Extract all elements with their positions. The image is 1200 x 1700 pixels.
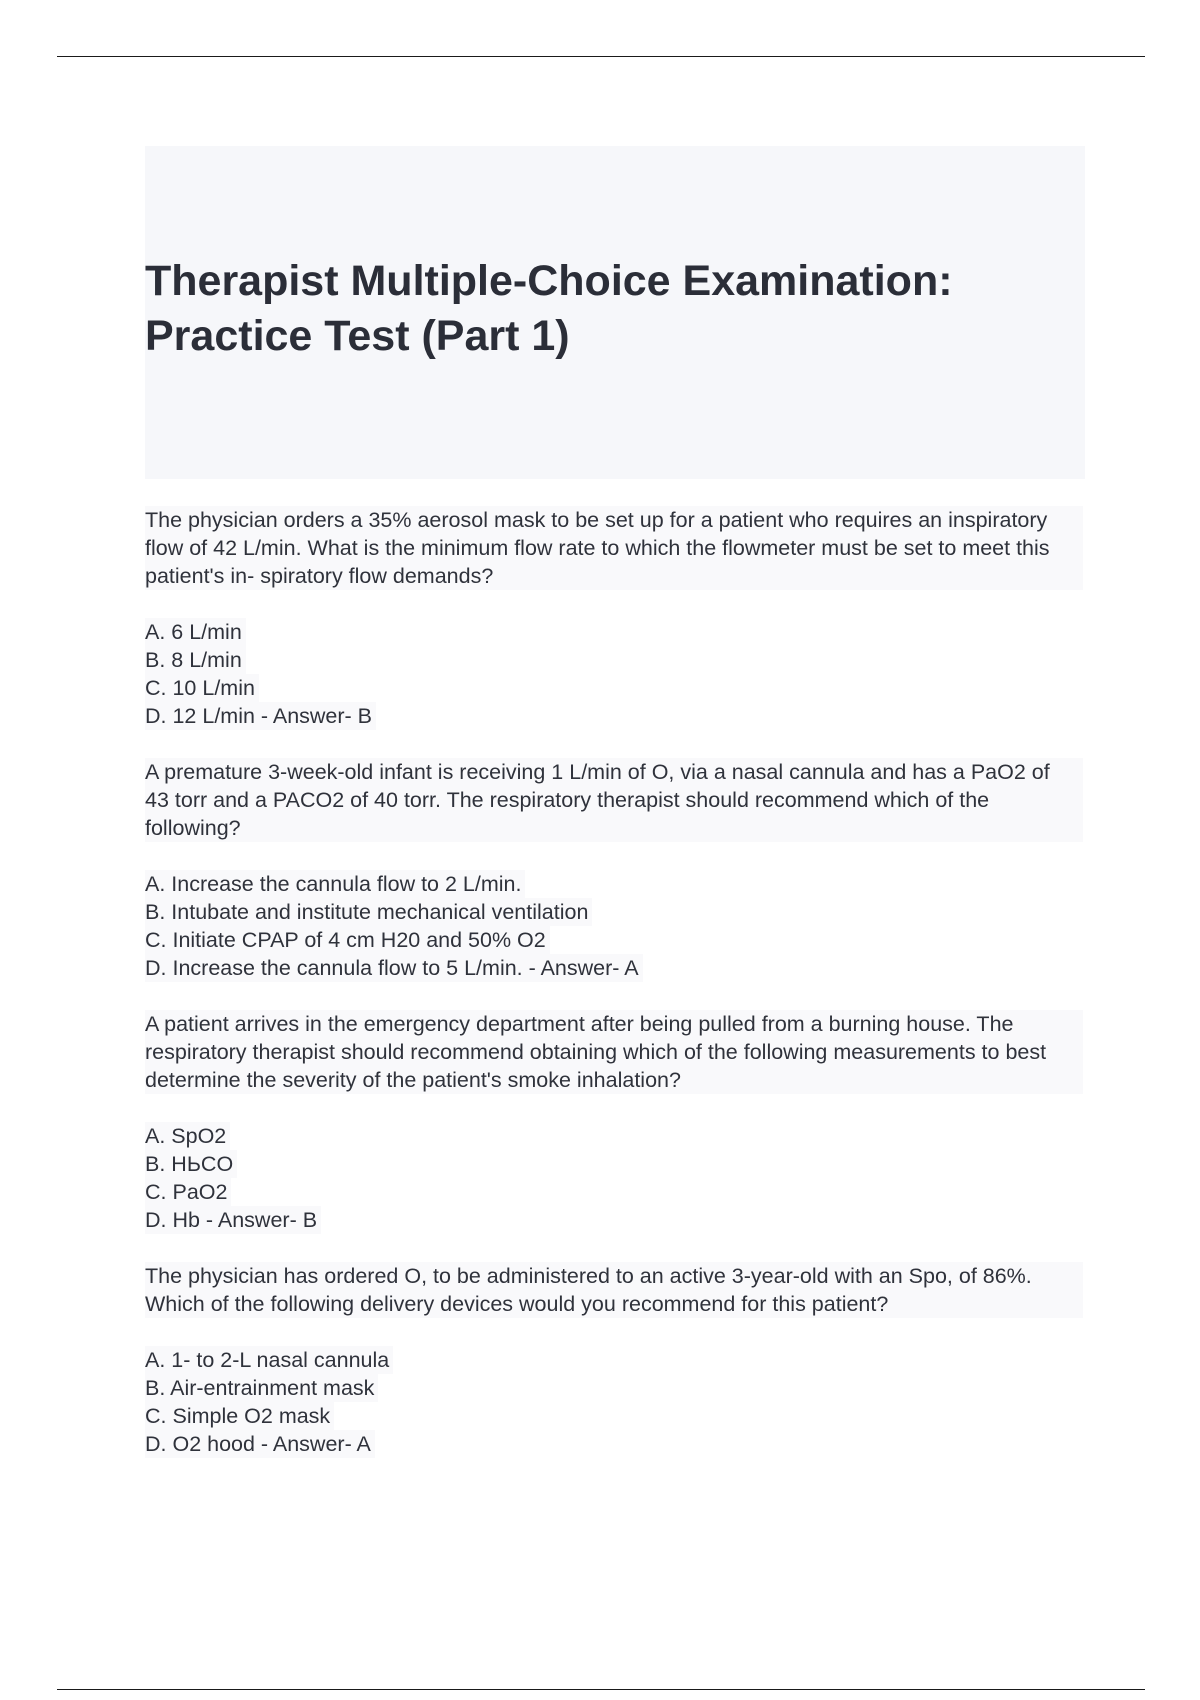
question-list — [145, 506, 1085, 1458]
title-banner — [145, 146, 1085, 479]
answer-option: B. Air-entrainment mask — [145, 1374, 378, 1402]
answer-option: A. Increase the cannula flow to 2 L/min. — [145, 870, 525, 898]
answer-option: B. HЬCO — [145, 1150, 237, 1178]
answer-option: D. Hb - Answer- B — [145, 1206, 321, 1234]
answer-option: C. Initiate CPAP of 4 cm H20 and 50% O2 — [145, 926, 550, 954]
bottom-rule — [57, 1689, 1145, 1690]
answer-option: C. PaO2 — [145, 1178, 231, 1206]
question-text: The physician has ordered O, to be administered to an active 3-year-old with an Spo, of 86%. Which of the following delivery devices would you recommend for this patient? — [145, 1262, 1083, 1318]
question-text: The physician orders a 35% aerosol mask to be set up for a patient who requires an inspiratory flow of 42 L/min. What is the minimum flow rate to which the flowmeter must be set to meet this patient's in- spiratory flow demands? — [145, 506, 1083, 590]
answer-option: D. Increase the cannula flow to 5 L/min. - Answer- A — [145, 954, 643, 982]
question-item — [145, 506, 1085, 730]
answer-option: D. O2 hood - Answer- A — [145, 1430, 375, 1458]
question-item — [145, 1010, 1085, 1234]
page-title: Therapist Multiple-Choice Examination: Practice Test (Part 1) — [145, 257, 953, 360]
question-item — [145, 1262, 1085, 1458]
question-item — [145, 758, 1085, 982]
question-text: A patient arrives in the emergency department after being pulled from a burning house. The respiratory therapist should recommend obtaining which of the following measurements to best determine the severity of the patient's smoke inhalation? — [145, 1010, 1083, 1094]
question-text: A premature 3-week-old infant is receiving 1 L/min of O, via a nasal cannula and has a PaO2 of 43 torr and a PACO2 of 40 torr. The respiratory therapist should recommend which of the following? — [145, 758, 1083, 842]
answer-option: A. 6 L/min — [145, 618, 246, 646]
answer-option: B. 8 L/min — [145, 646, 246, 674]
answer-options — [145, 1122, 1085, 1234]
answer-option: C. 10 L/min — [145, 674, 259, 702]
answer-option: B. Intubate and institute mechanical ventilation — [145, 898, 592, 926]
top-rule — [57, 56, 1145, 57]
answer-options — [145, 1346, 1085, 1458]
answer-option: A. SpO2 — [145, 1122, 230, 1150]
answer-option: A. 1- to 2-L nasal cannula — [145, 1346, 393, 1374]
answer-option: D. 12 L/min - Answer- B — [145, 702, 376, 730]
document-content — [145, 146, 1085, 1458]
answer-options — [145, 870, 1085, 982]
answer-options — [145, 618, 1085, 730]
answer-option: C. Simple O2 mask — [145, 1402, 334, 1430]
